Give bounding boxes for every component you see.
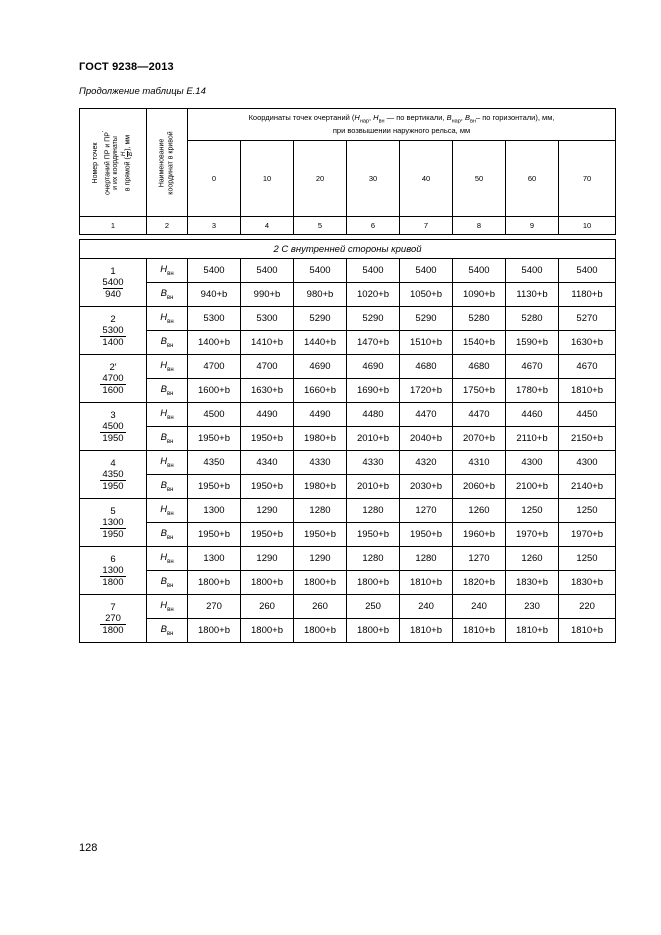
column-number: 7 bbox=[400, 217, 453, 235]
table-row bbox=[80, 259, 616, 283]
b-value-cell: 1810+b bbox=[559, 619, 616, 643]
point-coordinate-fraction bbox=[100, 613, 125, 636]
column-number: 1 bbox=[80, 217, 147, 235]
h-value-cell: 4460 bbox=[506, 403, 559, 427]
point-cell bbox=[80, 355, 147, 403]
point-cell bbox=[80, 259, 147, 307]
b-value-cell: 1600+b bbox=[188, 379, 241, 403]
h-value-cell: 4470 bbox=[400, 403, 453, 427]
h-value-cell: 4690 bbox=[294, 355, 347, 379]
point-cell bbox=[80, 403, 147, 451]
b-label: $B_{вн}$ bbox=[147, 571, 188, 595]
b-value-cell: 2060+b bbox=[453, 475, 506, 499]
h-value-cell: 5400 bbox=[347, 259, 400, 283]
point-id: 7 bbox=[110, 601, 116, 613]
b-label: $B_{вн}$ bbox=[147, 427, 188, 451]
h-value-cell: 1300 bbox=[188, 547, 241, 571]
b-value-cell: 1050+b bbox=[400, 283, 453, 307]
h-value-cell: 5400 bbox=[506, 259, 559, 283]
h-value-cell: 4450 bbox=[559, 403, 616, 427]
b-value-cell: 1980+b bbox=[294, 475, 347, 499]
h-label: $H_{вн}$ bbox=[147, 595, 188, 619]
b-value-cell: 1630+b bbox=[241, 379, 294, 403]
point-h-value: 5400 bbox=[102, 276, 124, 288]
b-value-cell: 1130+b bbox=[506, 283, 559, 307]
point-h-value: 270 bbox=[105, 612, 121, 624]
h-value-cell: 4470 bbox=[453, 403, 506, 427]
h-label: $H_{вн}$ bbox=[147, 499, 188, 523]
h-value-cell: 240 bbox=[453, 595, 506, 619]
table-row bbox=[80, 379, 616, 403]
point-id: 3 bbox=[110, 409, 116, 421]
point-h-value: 4700 bbox=[102, 372, 124, 384]
b-label: $B_{вн}$ bbox=[147, 331, 188, 355]
point-id: 1 bbox=[110, 265, 116, 277]
b-value-cell: 1810+b bbox=[400, 571, 453, 595]
b-value-cell: 1630+b bbox=[559, 331, 616, 355]
h-value-cell: 5280 bbox=[453, 307, 506, 331]
h-value-cell: 4300 bbox=[506, 451, 559, 475]
h-value-cell: 4490 bbox=[241, 403, 294, 427]
h-value-cell: 220 bbox=[559, 595, 616, 619]
b-value-cell: 1950+b bbox=[241, 427, 294, 451]
point-cell bbox=[80, 547, 147, 595]
section-title: 2 С внутренней стороны кривой bbox=[80, 240, 616, 259]
b-value-cell: 1410+b bbox=[241, 331, 294, 355]
table-row bbox=[80, 619, 616, 643]
h-label: $H_{вн}$ bbox=[147, 259, 188, 283]
point-cell bbox=[80, 595, 147, 643]
b-value-cell: 1970+b bbox=[506, 523, 559, 547]
table-row bbox=[80, 283, 616, 307]
b-value-cell: 1950+b bbox=[347, 523, 400, 547]
b-value-cell: 940+b bbox=[188, 283, 241, 307]
elevation-header: 30 bbox=[347, 141, 400, 217]
coordinate-name-header: Наименование координат в кривой bbox=[147, 109, 188, 217]
h-value-cell: 4700 bbox=[188, 355, 241, 379]
b-value-cell: 1970+b bbox=[559, 523, 616, 547]
b-value-cell: 1950+b bbox=[188, 427, 241, 451]
table-row bbox=[80, 451, 616, 475]
b-value-cell: 1950+b bbox=[188, 475, 241, 499]
point-id: 4 bbox=[110, 457, 116, 469]
elevation-header: 20 bbox=[294, 141, 347, 217]
document-code: ГОСТ 9238—2013 bbox=[79, 61, 174, 73]
b-value-cell: 1400+b bbox=[188, 331, 241, 355]
b-value-cell: 1820+b bbox=[453, 571, 506, 595]
b-value-cell: 2030+b bbox=[400, 475, 453, 499]
b-value-cell: 1800+b bbox=[241, 571, 294, 595]
column-number: 8 bbox=[453, 217, 506, 235]
point-h-value: 4350 bbox=[102, 468, 124, 480]
b-value-cell: 990+b bbox=[241, 283, 294, 307]
h-value-cell: 5300 bbox=[188, 307, 241, 331]
h-value-cell: 1270 bbox=[453, 547, 506, 571]
h-value-cell: 1290 bbox=[241, 547, 294, 571]
b-value-cell: 1510+b bbox=[400, 331, 453, 355]
b-value-cell: 1980+b bbox=[294, 427, 347, 451]
column-number: 6 bbox=[347, 217, 400, 235]
b-value-cell: 1810+b bbox=[506, 619, 559, 643]
h-value-cell: 5400 bbox=[559, 259, 616, 283]
b-value-cell: 2150+b bbox=[559, 427, 616, 451]
h-value-cell: 5280 bbox=[506, 307, 559, 331]
table-row bbox=[80, 403, 616, 427]
point-b-value: 1950 bbox=[102, 480, 124, 492]
b-value-cell: 1810+b bbox=[400, 619, 453, 643]
b-label: $B_{вн}$ bbox=[147, 523, 188, 547]
h-value-cell: 5400 bbox=[241, 259, 294, 283]
b-label: $B_{вн}$ bbox=[147, 475, 188, 499]
b-value-cell: 1540+b bbox=[453, 331, 506, 355]
coordinates-header: Координаты точек очертаний ($H_{нар}$, $H_{вн}$ — по вертикали, $B_{нар}$, $B_{вн}-$ по горизонтали), мм, при возвышении наружного рельса, мм bbox=[188, 109, 616, 141]
h-value-cell: 1270 bbox=[400, 499, 453, 523]
table-row bbox=[80, 427, 616, 451]
point-id: 5 bbox=[110, 505, 116, 517]
h-value-cell: 4330 bbox=[347, 451, 400, 475]
point-id: 6 bbox=[110, 553, 116, 565]
point-h-value: 4500 bbox=[102, 420, 124, 432]
h-value-cell: 5290 bbox=[294, 307, 347, 331]
b-value-cell: 1800+b bbox=[188, 571, 241, 595]
h-value-cell: 4700 bbox=[241, 355, 294, 379]
b-value-cell: 1950+b bbox=[400, 523, 453, 547]
point-id: 2 bbox=[110, 313, 116, 325]
h-label: $H_{вн}$ bbox=[147, 355, 188, 379]
b-value-cell: 1590+b bbox=[506, 331, 559, 355]
b-value-cell: 1720+b bbox=[400, 379, 453, 403]
elevation-header: 60 bbox=[506, 141, 559, 217]
b-value-cell: 1800+b bbox=[347, 571, 400, 595]
table-row bbox=[80, 331, 616, 355]
column-number: 9 bbox=[506, 217, 559, 235]
point-coordinate-fraction bbox=[100, 517, 125, 540]
elevation-header: 50 bbox=[453, 141, 506, 217]
h-value-cell: 4670 bbox=[559, 355, 616, 379]
b-value-cell: 1800+b bbox=[294, 571, 347, 595]
b-value-cell: 2140+b bbox=[559, 475, 616, 499]
b-value-cell: 1830+b bbox=[506, 571, 559, 595]
h-value-cell: 260 bbox=[294, 595, 347, 619]
point-coordinate-fraction bbox=[100, 373, 125, 396]
b-value-cell: 1090+b bbox=[453, 283, 506, 307]
h-value-cell: 4670 bbox=[506, 355, 559, 379]
b-value-cell: 1950+b bbox=[188, 523, 241, 547]
b-value-cell: 1950+b bbox=[294, 523, 347, 547]
point-b-value: 940 bbox=[105, 288, 121, 300]
h-value-cell: 4310 bbox=[453, 451, 506, 475]
h-value-cell: 1250 bbox=[559, 499, 616, 523]
h-value-cell: 4480 bbox=[347, 403, 400, 427]
h-label: $H_{вн}$ bbox=[147, 403, 188, 427]
h-value-cell: 1280 bbox=[294, 499, 347, 523]
h-value-cell: 230 bbox=[506, 595, 559, 619]
point-cell bbox=[80, 499, 147, 547]
table-row bbox=[80, 595, 616, 619]
h-value-cell: 250 bbox=[347, 595, 400, 619]
h-value-cell: 4340 bbox=[241, 451, 294, 475]
table-row bbox=[80, 355, 616, 379]
table-row bbox=[80, 523, 616, 547]
b-value-cell: 1180+b bbox=[559, 283, 616, 307]
h-value-cell: 1300 bbox=[188, 499, 241, 523]
point-cell bbox=[80, 451, 147, 499]
b-value-cell: 1780+b bbox=[506, 379, 559, 403]
h-value-cell: 1260 bbox=[453, 499, 506, 523]
b-value-cell: 1800+b bbox=[294, 619, 347, 643]
h-value-cell: 5290 bbox=[400, 307, 453, 331]
h-value-cell: 1260 bbox=[506, 547, 559, 571]
point-h-value: 1300 bbox=[102, 564, 124, 576]
h-value-cell: 4680 bbox=[453, 355, 506, 379]
point-coordinate-fraction bbox=[100, 421, 125, 444]
point-coordinate-fraction bbox=[100, 565, 125, 588]
column-number: 10 bbox=[559, 217, 616, 235]
column-number: 3 bbox=[188, 217, 241, 235]
h-label: $H_{вн}$ bbox=[147, 307, 188, 331]
column-number: 2 bbox=[147, 217, 188, 235]
b-value-cell: 1020+b bbox=[347, 283, 400, 307]
h-value-cell: 5400 bbox=[294, 259, 347, 283]
point-h-value: 1300 bbox=[102, 516, 124, 528]
h-value-cell: 1250 bbox=[506, 499, 559, 523]
point-b-value: 1800 bbox=[102, 576, 124, 588]
h-value-cell: 1280 bbox=[347, 547, 400, 571]
point-coordinate-fraction bbox=[100, 325, 125, 348]
table-continuation-caption: Продолжение таблицы Е.14 bbox=[79, 86, 206, 97]
b-value-cell: 1690+b bbox=[347, 379, 400, 403]
h-value-cell: 4500 bbox=[188, 403, 241, 427]
h-value-cell: 4490 bbox=[294, 403, 347, 427]
table-row bbox=[80, 547, 616, 571]
h-value-cell: 5400 bbox=[188, 259, 241, 283]
b-value-cell: 2040+b bbox=[400, 427, 453, 451]
table-row bbox=[80, 571, 616, 595]
b-value-cell: 1810+b bbox=[453, 619, 506, 643]
h-value-cell: 4350 bbox=[188, 451, 241, 475]
coordinates-table bbox=[79, 108, 616, 643]
point-b-value: 1950 bbox=[102, 528, 124, 540]
b-label: $B_{вн}$ bbox=[147, 379, 188, 403]
column-number: 5 bbox=[294, 217, 347, 235]
b-value-cell: 1470+b bbox=[347, 331, 400, 355]
b-label: $B_{вн}$ bbox=[147, 283, 188, 307]
h-value-cell: 1290 bbox=[241, 499, 294, 523]
h-value-cell: 5300 bbox=[241, 307, 294, 331]
table-row bbox=[80, 475, 616, 499]
column-number: 4 bbox=[241, 217, 294, 235]
h-value-cell: 5270 bbox=[559, 307, 616, 331]
elevation-header: 10 bbox=[241, 141, 294, 217]
h-value-cell: 270 bbox=[188, 595, 241, 619]
h-value-cell: 1280 bbox=[400, 547, 453, 571]
point-h-value: 5300 bbox=[102, 324, 124, 336]
elevation-header: 70 bbox=[559, 141, 616, 217]
h-label: $H_{вн}$ bbox=[147, 451, 188, 475]
b-value-cell: 2010+b bbox=[347, 475, 400, 499]
h-value-cell: 1250 bbox=[559, 547, 616, 571]
b-value-cell: 2110+b bbox=[506, 427, 559, 451]
point-coordinate-fraction bbox=[100, 469, 125, 492]
b-value-cell: 2100+b bbox=[506, 475, 559, 499]
b-label: $B_{вн}$ bbox=[147, 619, 188, 643]
h-value-cell: 4690 bbox=[347, 355, 400, 379]
h-value-cell: 5400 bbox=[400, 259, 453, 283]
elevation-header: 0 bbox=[188, 141, 241, 217]
point-number-header: Номер точек очертаний ПР и ПР' и их координаты в прямой ( H B ), мм bbox=[80, 109, 147, 217]
h-value-cell: 1290 bbox=[294, 547, 347, 571]
h-value-cell: 240 bbox=[400, 595, 453, 619]
b-value-cell: 1750+b bbox=[453, 379, 506, 403]
b-value-cell: 1440+b bbox=[294, 331, 347, 355]
h-label: $H_{вн}$ bbox=[147, 547, 188, 571]
h-value-cell: 5290 bbox=[347, 307, 400, 331]
h-value-cell: 5400 bbox=[453, 259, 506, 283]
table-row bbox=[80, 499, 616, 523]
b-value-cell: 1830+b bbox=[559, 571, 616, 595]
b-value-cell: 2010+b bbox=[347, 427, 400, 451]
b-value-cell: 2070+b bbox=[453, 427, 506, 451]
point-b-value: 1600 bbox=[102, 384, 124, 396]
b-value-cell: 1800+b bbox=[347, 619, 400, 643]
h-value-cell: 4680 bbox=[400, 355, 453, 379]
b-value-cell: 1800+b bbox=[188, 619, 241, 643]
point-id: 2' bbox=[109, 361, 117, 373]
point-coordinate-fraction bbox=[100, 277, 125, 300]
b-value-cell: 1660+b bbox=[294, 379, 347, 403]
h-value-cell: 260 bbox=[241, 595, 294, 619]
point-cell bbox=[80, 307, 147, 355]
b-value-cell: 1950+b bbox=[241, 475, 294, 499]
h-value-cell: 1280 bbox=[347, 499, 400, 523]
table-row bbox=[80, 307, 616, 331]
b-value-cell: 1960+b bbox=[453, 523, 506, 547]
b-value-cell: 1950+b bbox=[241, 523, 294, 547]
h-value-cell: 4330 bbox=[294, 451, 347, 475]
h-value-cell: 4320 bbox=[400, 451, 453, 475]
b-value-cell: 1800+b bbox=[241, 619, 294, 643]
h-value-cell: 4300 bbox=[559, 451, 616, 475]
elevation-header: 40 bbox=[400, 141, 453, 217]
b-value-cell: 980+b bbox=[294, 283, 347, 307]
point-b-value: 1950 bbox=[102, 432, 124, 444]
page-number: 128 bbox=[79, 842, 98, 854]
point-b-value: 1400 bbox=[102, 336, 124, 348]
b-value-cell: 1810+b bbox=[559, 379, 616, 403]
point-b-value: 1800 bbox=[102, 624, 124, 636]
